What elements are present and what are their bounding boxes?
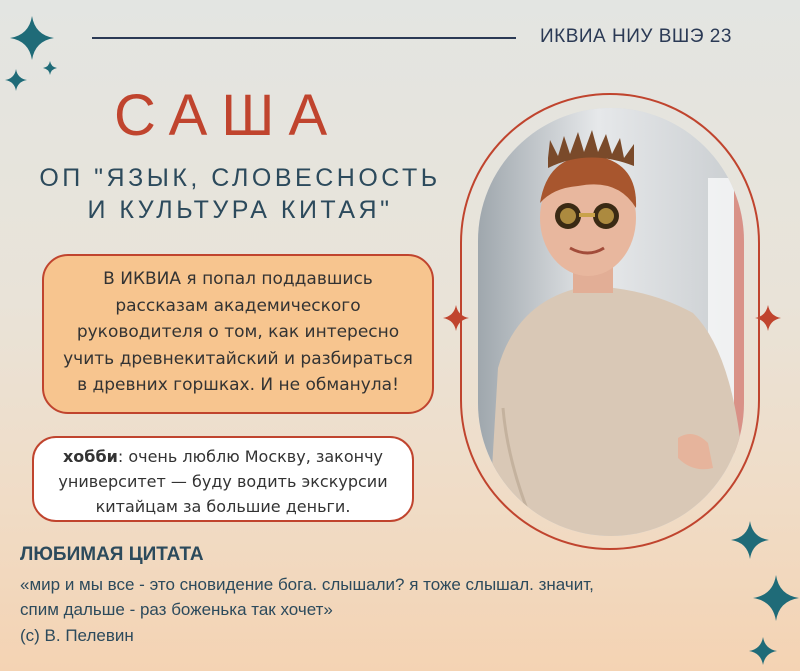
story-card xyxy=(42,254,434,414)
hobby-line-3: китайцам за большие деньги. xyxy=(95,497,351,516)
quote-title: ЛЮБИМАЯ ЦИТАТА xyxy=(20,544,204,565)
header-divider-line xyxy=(92,37,516,39)
quote-line-2: спим дальше - раз боженька так хочет» xyxy=(20,600,333,619)
hobby-label: хобби xyxy=(62,447,118,466)
profile-name: САША xyxy=(114,83,342,148)
hobby-line-1 xyxy=(42,444,404,469)
sparkle-icon xyxy=(730,520,770,560)
portrait-illustration xyxy=(478,108,744,536)
quote-text xyxy=(20,572,594,622)
sparkle-icon xyxy=(42,60,58,76)
hobby-text: : очень люблю Москву, закончу xyxy=(117,447,384,466)
sparkle-icon xyxy=(4,68,28,92)
story-line: В ИКВИА я попал поддавшись xyxy=(103,269,373,289)
sparkle-icon xyxy=(754,304,782,332)
program-title-line-1: ОП "ЯЗЫК, СЛОВЕСНОСТЬ xyxy=(39,164,441,192)
quote-author: (с) В. Пелевин xyxy=(20,626,134,645)
sparkle-icon xyxy=(752,574,800,622)
story-line: в древних горшках. И не обманула! xyxy=(77,375,399,395)
story-line: учить древнекитайский и разбираться xyxy=(63,348,413,369)
program-title-line-2: И КУЛЬТУРА КИТАЯ" xyxy=(87,196,393,224)
quote-line-1: «мир и мы все - это сновидение бога. слышали? я тоже слышал. значит, xyxy=(20,575,594,594)
story-line: руководителя о том, как интересно xyxy=(76,322,400,342)
sparkle-icon xyxy=(8,14,56,62)
hobby-card xyxy=(32,436,414,522)
story-line: рассказам академического xyxy=(115,295,361,316)
brand-label: ИКВИА НИУ ВШЭ 23 xyxy=(540,26,732,47)
sparkle-icon xyxy=(442,304,470,332)
hobby-line-2: университет — буду водить экскурсии xyxy=(58,472,388,491)
sparkle-icon xyxy=(748,636,778,666)
program-title xyxy=(0,162,480,226)
portrait-photo xyxy=(478,108,744,536)
